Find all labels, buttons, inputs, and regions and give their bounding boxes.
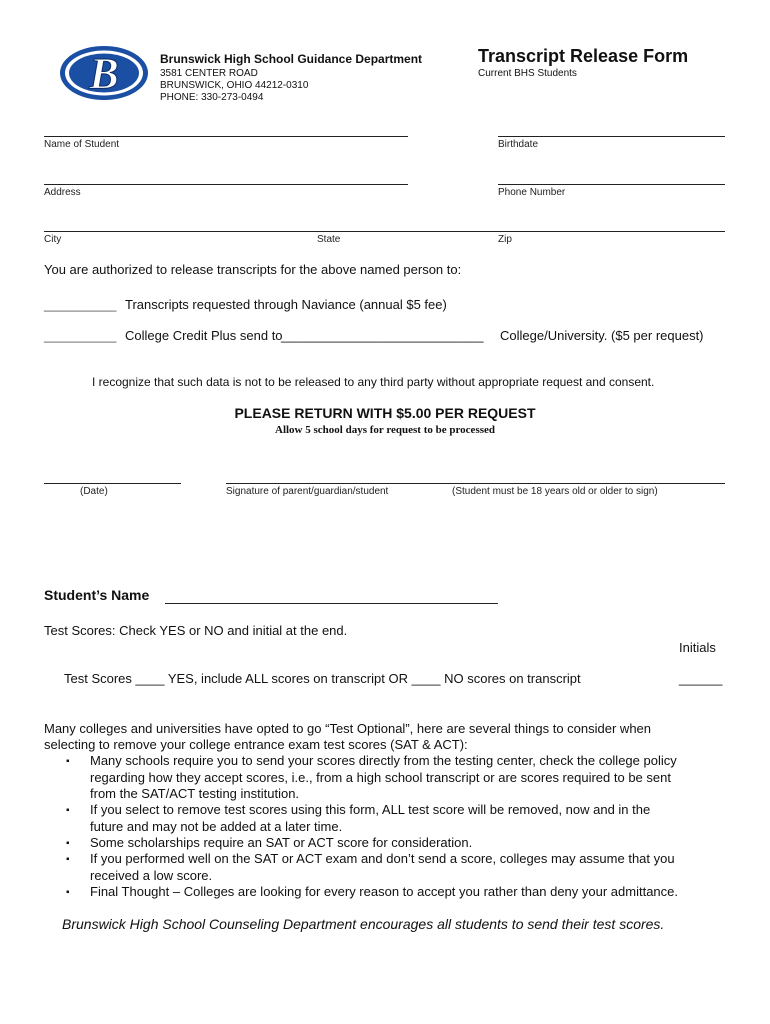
bullet-item [90, 802, 730, 835]
signature-line[interactable] [226, 483, 725, 484]
bullet-line: received a low score. [90, 867, 213, 883]
ccp-option-prefix: College Credit Plus send to [125, 328, 283, 343]
bullet-line: Some scholarships require an SAT or ACT score for consideration. [90, 835, 473, 850]
processing-time-notice: Allow 5 school days for request to be processed [275, 424, 495, 436]
authorization-intro: You are authorized to release transcripts for the above named person to: [44, 262, 462, 277]
bullet-item [90, 753, 730, 803]
zip-label: Zip [498, 234, 512, 245]
bullet-icon: ▪ [66, 756, 70, 767]
closing-statement: Brunswick High School Counseling Department encourages all students to send their test scores. [62, 916, 665, 932]
ccp-college-blank[interactable]: ____________________________ [281, 328, 484, 343]
department-address [160, 68, 308, 104]
address-line-1: 3581 CENTER ROAD [160, 68, 258, 79]
initials-blank[interactable]: ______ [679, 671, 723, 686]
city-state-zip-line[interactable] [44, 231, 725, 232]
bullet-line: from the SAT/ACT testing institution. [90, 786, 300, 801]
bullet-line: Final Thought – Colleges are looking for every reason to accept you rather than deny your admittance. [90, 884, 678, 899]
phone-number-line[interactable] [498, 184, 725, 185]
name-of-student-line[interactable] [44, 136, 408, 137]
form-subtitle: Current BHS Students [478, 68, 577, 79]
initials-label: Initials [679, 640, 716, 655]
naviance-option-text: Transcripts requested through Naviance (annual $5 fee) [125, 297, 447, 312]
bullet-item [90, 851, 730, 884]
birthdate-label: Birthdate [498, 139, 539, 150]
students-name-line[interactable] [165, 603, 498, 604]
phone-number-label: Phone Number [498, 187, 566, 198]
bullet-line: If you performed well on the SAT or ACT exam and don’t send a score, colleges may assume that you [90, 851, 675, 866]
address-line[interactable] [44, 184, 408, 185]
form-title: Transcript Release Form [478, 46, 689, 66]
bullet-icon: ▪ [66, 838, 70, 849]
bullet-icon: ▪ [66, 805, 70, 816]
signature-label: Signature of parent/guardian/student [226, 486, 389, 497]
naviance-blank[interactable]: __________ [44, 297, 117, 312]
bullet-icon: ▪ [66, 854, 70, 865]
bullet-line: regarding how they accept scores, i.e., from a high school transcript or are scores required to be sent [90, 769, 671, 785]
date-line[interactable] [44, 483, 181, 484]
bullet-line: If you select to remove test scores using this form, ALL test score will be removed, now and in the [90, 802, 651, 817]
logo-letter: B [89, 49, 119, 98]
ccp-blank[interactable]: __________ [44, 328, 117, 343]
name-of-student-label: Name of Student [44, 139, 120, 150]
school-logo [58, 44, 150, 102]
test-scores-instruction: Test Scores: Check YES or NO and initial at the end. [44, 623, 348, 638]
bullet-line: Many schools require you to send your scores directly from the testing center, check the college policy [90, 753, 677, 768]
age-requirement-note: (Student must be 18 years old or older to sign) [452, 486, 658, 497]
students-name-label: Student’s Name [44, 587, 150, 603]
date-label: (Date) [80, 486, 108, 497]
birthdate-line[interactable] [498, 136, 725, 137]
phone-line: PHONE: 330-273-0494 [160, 92, 264, 103]
bullet-icon: ▪ [66, 887, 70, 898]
state-label: State [317, 234, 341, 245]
consent-statement: I recognize that such data is not to be released to any third party without appropriate request and consent. [92, 375, 655, 389]
test-optional-intro-1: Many colleges and universities have opted to go “Test Optional”, here are several things to consider when [44, 721, 652, 736]
bullet-line: future and may not be added at a later time. [90, 818, 343, 834]
test-optional-intro-2: selecting to remove your college entrance exam test scores (SAT & ACT): [44, 737, 468, 752]
ccp-option-suffix: College/University. ($5 per request) [500, 328, 704, 343]
bullet-item [90, 835, 730, 852]
city-label: City [44, 234, 62, 245]
address-label: Address [44, 187, 81, 198]
bullet-item [90, 884, 730, 901]
return-payment-notice: PLEASE RETURN WITH $5.00 PER REQUEST [234, 405, 536, 421]
test-scores-choice[interactable]: Test Scores ____ YES, include ALL scores on transcript OR ____ NO scores on transcript [64, 671, 581, 686]
address-line-2: BRUNSWICK, OHIO 44212-0310 [160, 80, 309, 91]
department-name: Brunswick High School Guidance Department [160, 52, 423, 66]
